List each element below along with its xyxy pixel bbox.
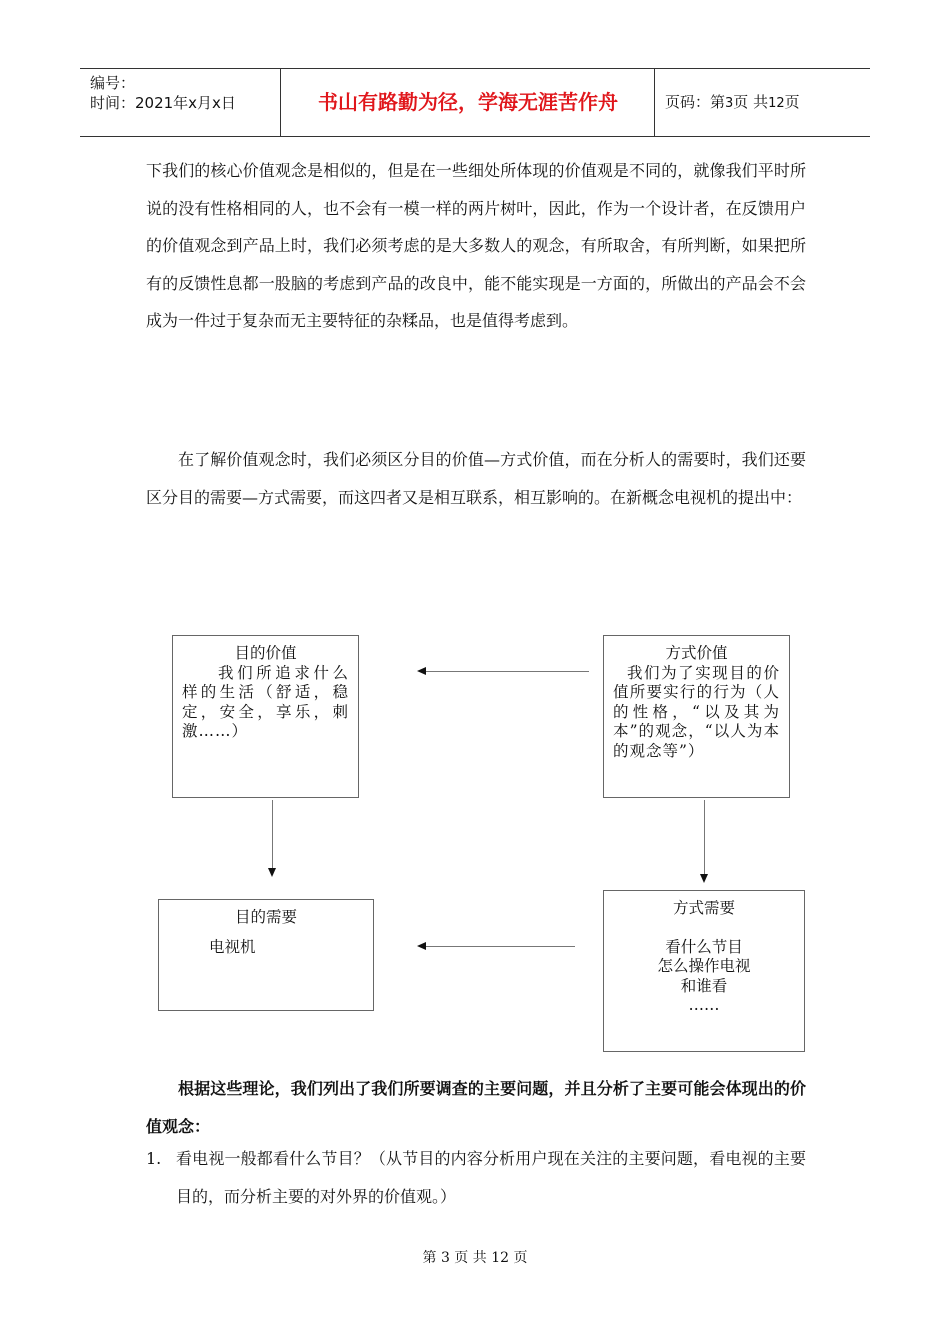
- page-footer: 第 3 页 共 12 页: [422, 1250, 528, 1266]
- page-header: [80, 68, 870, 137]
- arrow-line: [426, 671, 589, 672]
- arrow-line: [426, 946, 575, 947]
- box-line: ……: [688, 996, 720, 1014]
- paragraph-text: 在了解价值观念时，我们必须区分目的价值—方式价值，而在分析人的需要时，我们还要区分目的需要—方式需要，而这四者又是相互联系，相互影响的。在新概念电视机的提出中：: [146, 450, 806, 507]
- arrow-down-icon: [268, 868, 276, 877]
- box-text: 电视机: [209, 937, 256, 956]
- header-page-info: [665, 69, 800, 136]
- box-title: 目的价值: [234, 644, 297, 662]
- page-label: 页码：第: [665, 93, 726, 111]
- page-number: 3: [725, 96, 734, 111]
- list-item-number: 1.: [146, 1149, 162, 1168]
- arrow-left-icon: [417, 667, 426, 675]
- arrow-down-icon: [700, 874, 708, 883]
- page-end-label: 页: [784, 93, 800, 111]
- end-value-box: [172, 635, 359, 798]
- box-line: 看什么节目: [665, 937, 743, 956]
- list-item-text: 看电视一般都看什么节目？（从节目的内容分析用户现在关注的主要问题，看电视的主要目的，而分析主要的对外界的价值观。）: [176, 1149, 806, 1206]
- means-need-box: [603, 890, 805, 1052]
- box-title: 方式需要: [672, 899, 735, 917]
- box-line: 和谁看: [680, 976, 728, 995]
- body-paragraph: [146, 152, 806, 340]
- box-text: 我们为了实现目的价值所要实行的行为（人的性格，“以及其为本”的观念，“以人为本的观念等”）: [613, 663, 780, 760]
- box-text: 我们所追求什么样的生活（舒适，稳定，安全，享乐，刺激……）: [182, 663, 349, 740]
- paragraph-text: 下我们的核心价值观念是相似的，但是在一些细处所体现的价值观是不同的，就像我们平时所说的没有性格相同的人，也不会有一模一样的两片树叶，因此，作为一个设计者，在反馈用户的价值观念到产品上时，我们必须考虑的是大多数人的观念，有所取舍，有所判断，如果把所有的反馈性息都一股脑的考虑到产品的改良中，能不能实现是一方面的，所做出的产品会不会成为一件过于复杂而无主要特征的杂糅品，也是值得考虑到。: [146, 161, 806, 330]
- page-total: 12: [768, 96, 785, 111]
- end-need-box: [158, 899, 374, 1011]
- box-title: 方式价值: [665, 644, 728, 662]
- list-item: [146, 1140, 806, 1215]
- date-label: 时间：2021年x月x日: [90, 94, 236, 112]
- arrow-left-icon: [417, 942, 426, 950]
- arrow-line: [272, 800, 273, 868]
- means-value-box: [603, 635, 790, 798]
- paragraph-text: 根据这些理论，我们列出了我们所要调查的主要问题，并且分析了主要可能会体现出的价值观念：: [146, 1079, 806, 1136]
- code-label: 编号：: [90, 74, 136, 92]
- page-mid-label: 页 共: [733, 93, 769, 111]
- box-title: 目的需要: [234, 908, 297, 926]
- header-motto: 书山有路勤为径，学海无涯苦作舟: [318, 90, 618, 114]
- header-divider: [654, 69, 655, 136]
- body-paragraph: [146, 441, 806, 516]
- header-divider: [280, 69, 281, 136]
- arrow-line: [704, 800, 705, 874]
- box-line: 怎么操作电视: [657, 957, 751, 975]
- header-meta: [90, 73, 236, 113]
- body-paragraph: [146, 1070, 806, 1145]
